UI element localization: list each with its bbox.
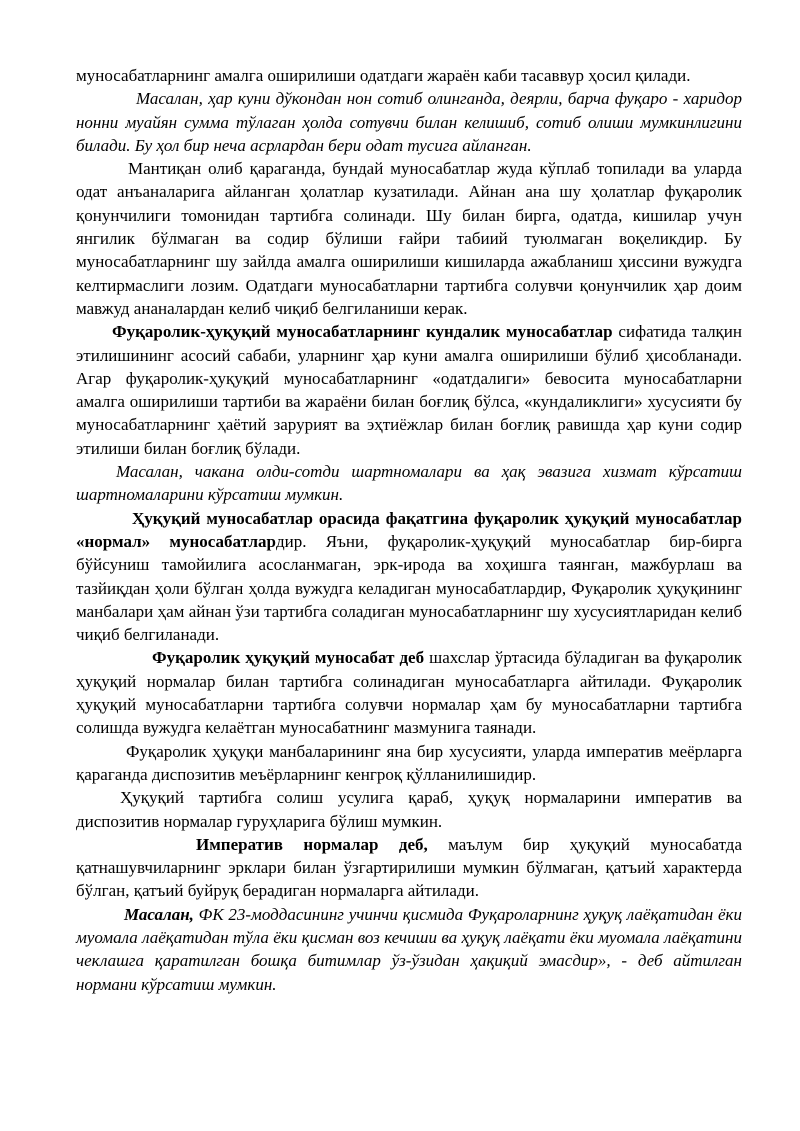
paragraph-10: [76, 833, 742, 903]
paragraph-8: [76, 740, 742, 787]
paragraph-6-text: дир. Яъни, фуқаролик-ҳуқуқий муносабатлар бир-бирга бўйсуниш тамойилига асосланмаган, эрк-ирода ва хоҳишга таянган, мажбурлаш ва тазйиқдан ҳоли бўлган ҳолда вужудга келадиган муносабатлардир, Фуқаролик ҳуқуқининг манбалари ҳам айнан ўзи тартибга соладиган муносабатларнинг шу хусусиятларидан келиб чиқиб белгиланади.: [76, 531, 742, 645]
paragraph-3-text: Мантиқан олиб қараганда, бундай муносабатлар жуда кўплаб топилади ва уларда одат анъаналарига айланган ҳолатлар кузатилади. Айнан ана шу ҳолатлар фуқаролик қонунчилиги томонидан тартибга солинади. Шу билан бирга, одатда, кишилар учун янгилик бўлмаган ва содир бўлиши ғайри табиий туюлмаган воқеликдир. Бу муносабатларнинг шу зайлда амалга оширилиши кишиларда ажабланиш ҳиссини вужудга келтирмаслиги лозим. Одатдаги муносабатларни тартибга солувчи қонунчилик ҳар доим мавжуд ананалардан келиб чиқиб белгиланиши керак.: [76, 159, 742, 318]
paragraph-1: [76, 64, 742, 87]
paragraph-7-text: шахслар ўртасида бўладиган ва фуқаролик ҳуқуқий нормалар билан тартибга солинадиган муносабатларга айтилади. Фуқаролик ҳуқуқий муносабатларни тартибга солувчи нормалар ҳам бу муносабатларни тартибга солишда вужудга келаётган муносабатнинг мазмунига таянади.: [76, 648, 742, 738]
paragraph-11-bold: Масалан,: [124, 904, 194, 924]
paragraph-2-example: [76, 87, 742, 157]
paragraph-1-text: муносабатларнинг амалга оширилиши одатдаги жараён каби тасаввур ҳосил қилади.: [76, 66, 691, 85]
paragraph-3: [76, 157, 742, 320]
paragraph-4-bold: Фуқаролик-ҳуқуқий муносабатларнинг кундалик муносабатлар: [112, 322, 613, 342]
paragraph-4: [76, 320, 742, 460]
paragraph-10-bold: Императив нормалар деб,: [196, 834, 428, 854]
paragraph-11-text: ФК 23-моддасининг учинчи қисмида Фуқароларнинг ҳуқуқ лаёқатидан ёки муомала лаёқатидан тўла ёки қисман воз кечиши ва ҳуқуқ лаёқати ёки муомала лаёқатини чеклашга қаратилган бошқа битимлар ўз-ўзидан ҳақиқий эмасдир», - деб айтилган нормани кўрсатиш мумкин.: [76, 904, 742, 994]
document-page: [76, 64, 742, 996]
paragraph-7: [76, 646, 742, 739]
paragraph-11-example: [76, 903, 742, 996]
paragraph-5-example: [76, 460, 742, 507]
paragraph-2-text: Масалан, ҳар куни дўкондан нон сотиб олинганда, деярли, барча фуқаро - харидор нонни муайян сумма тўлаган ҳолда сотувчи билан келишиб, сотиб олиши мумкинлигини билади. Бу ҳол бир неча асрлардан бери одат тусига айланган.: [76, 89, 742, 155]
paragraph-10-text: маълум бир ҳуқуқий муносабатда қатнашувчиларнинг эрклари билан ўзгартирилиши мумкин бўлмаган, қатъий характерда бўлган, қатъий буйруқ берадиган нормаларга айтилади.: [76, 834, 743, 901]
paragraph-6-bold: Ҳуқуқий муносабатлар орасида фақатгина фуқаролик ҳуқуқий муносабатлар «нормал» муносабатлар: [76, 508, 742, 551]
paragraph-4-text: сифатида талқин этилишининг асосий сабаби, уларнинг ҳар куни амалга оширилиши бўлиб ҳисобланади. Агар фуқаролик-ҳуқуқий муносабатларнинг «одатдалиги» бевосита муносабатларни амалга оширилиши тартиби ва жараёни билан боғлиқ бўлса, «кундаликлиги» хусусияти бу муносабатларнинг ҳаётий зарурият ва эҳтиёжлар билан боғлиқ равишда ҳар куни содир этилиши билан боғлиқ бўлади.: [76, 322, 743, 458]
paragraph-6: [76, 507, 742, 647]
paragraph-9-text: Ҳуқуқий тартибга солиш усулига қараб, ҳуқуқ нормаларини императив ва диспозитив нормалар гуруҳларига бўлиш мумкин.: [76, 788, 742, 831]
paragraph-8-text: Фуқаролик ҳуқуқи манбаларининг яна бир хусусияти, уларда императив меёрларга қараганда диспозитив меъёрларнинг кенгроқ қўлланилишидир.: [76, 741, 742, 784]
paragraph-7-bold: Фуқаролик ҳуқуқий муносабат деб: [152, 648, 425, 668]
paragraph-5-text: Масалан, чакана олди-сотди шартномалари ва ҳақ эвазига хизмат кўрсатиш шартномаларини кўрсатиш мумкин.: [76, 462, 742, 505]
paragraph-9: [76, 786, 742, 833]
